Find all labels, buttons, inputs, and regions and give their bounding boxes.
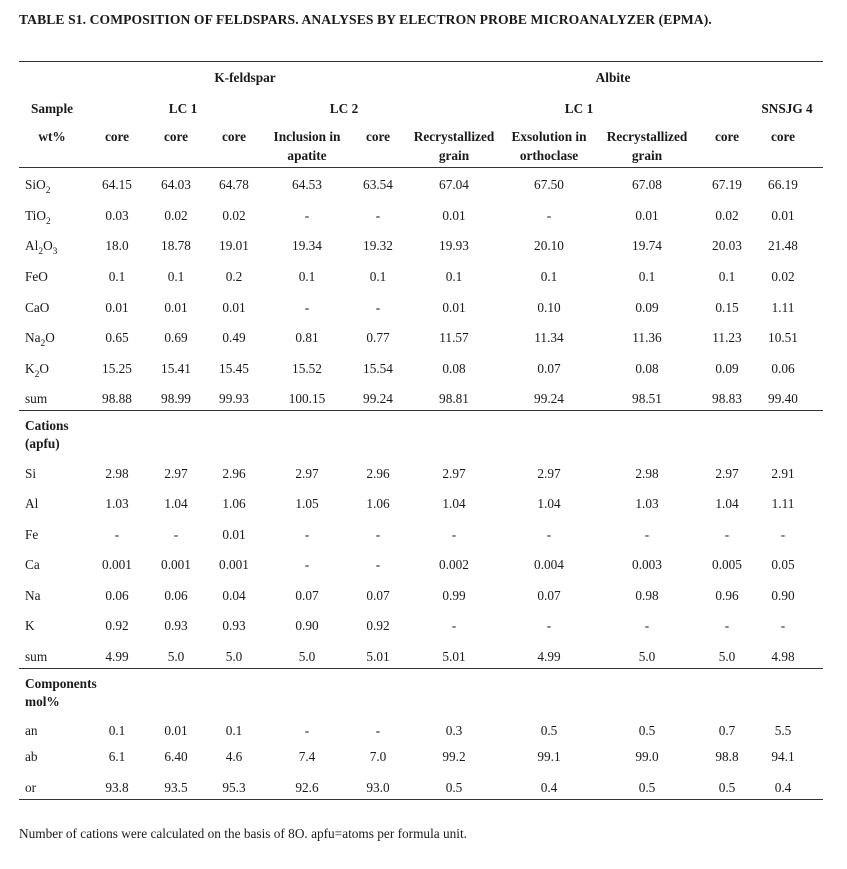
table-cell: - xyxy=(114,527,120,542)
table-cell: 0.004 xyxy=(534,557,564,572)
cation-label: Al xyxy=(25,496,39,511)
table-cell: 99.0 xyxy=(635,749,659,764)
header-rule xyxy=(19,167,823,168)
table-cell: 0.93 xyxy=(164,618,188,633)
table-cell: 0.001 xyxy=(102,557,132,572)
cations-section-line1: Cations xyxy=(25,418,69,433)
cation-label: K xyxy=(25,618,35,633)
table-cell: 0.01 xyxy=(771,208,795,223)
table-cell: 93.0 xyxy=(366,780,390,795)
oxide-label-subscript: 2 xyxy=(34,370,40,380)
table-cell: 2.97 xyxy=(715,466,739,481)
oxide-label xyxy=(25,208,51,226)
component-label: an xyxy=(25,723,38,738)
table-cell: 0.05 xyxy=(771,557,795,572)
table-cell: 15.52 xyxy=(292,361,322,376)
table-cell: 11.57 xyxy=(439,330,469,345)
table-cell: 5.0 xyxy=(225,649,243,664)
table-cell: 98.83 xyxy=(712,391,742,406)
table-cell: 0.5 xyxy=(638,723,656,738)
oxide-label-base2: O xyxy=(45,330,55,345)
table-cell: - xyxy=(780,527,786,542)
table-cell: 99.93 xyxy=(219,391,249,406)
table-cell: - xyxy=(304,723,310,738)
column-header-line2: apatite xyxy=(287,148,327,163)
column-header-line1: core xyxy=(221,129,247,144)
table-cell: 2.96 xyxy=(222,466,246,481)
table-cell: 5.0 xyxy=(638,649,656,664)
cation-label: Si xyxy=(25,466,37,481)
table-cell: 0.01 xyxy=(222,527,246,542)
table-cell: 1.11 xyxy=(771,496,795,511)
component-label: or xyxy=(25,780,37,795)
table-cell: 1.06 xyxy=(366,496,390,511)
table-cell: 0.1 xyxy=(298,269,316,284)
table-cell: 19.01 xyxy=(219,238,249,253)
table-cell: - xyxy=(451,527,457,542)
column-header xyxy=(105,129,129,145)
table-cell: 67.50 xyxy=(534,177,564,192)
table-cell: - xyxy=(451,618,457,633)
table-cell: 0.09 xyxy=(715,361,739,376)
table-cell: 2.96 xyxy=(366,466,390,481)
table-cell: 67.08 xyxy=(632,177,662,192)
table-cell: 0.01 xyxy=(164,723,188,738)
oxide-label-subscript2: 3 xyxy=(52,247,58,257)
column-header-line2: orthoclase xyxy=(519,148,579,163)
table-cell: 0.1 xyxy=(108,269,126,284)
oxide-label xyxy=(25,177,50,195)
column-header xyxy=(607,129,688,164)
table-cell: 2.97 xyxy=(537,466,561,481)
table-cell: 0.001 xyxy=(161,557,191,572)
table-cell: 21.48 xyxy=(768,238,798,253)
table-cell: - xyxy=(724,527,730,542)
table-cell: 5.01 xyxy=(366,649,390,664)
table-cell: 92.6 xyxy=(295,780,319,795)
component-label: ab xyxy=(25,749,38,764)
table-cell: 1.04 xyxy=(537,496,561,511)
table-cell: 11.36 xyxy=(632,330,662,345)
table-cell: 99.24 xyxy=(363,391,393,406)
table-cell: 0.02 xyxy=(715,208,739,223)
table-cell: 0.09 xyxy=(635,300,659,315)
oxide-label-base: TiO xyxy=(25,208,46,223)
table-cell: 4.6 xyxy=(225,749,243,764)
table-cell: 0.003 xyxy=(632,557,662,572)
sample-snsjg4: SNSJG 4 xyxy=(761,101,813,116)
table-cell: 0.90 xyxy=(771,588,795,603)
table-cell: 0.98 xyxy=(635,588,659,603)
table-cell: 0.1 xyxy=(225,723,243,738)
top-rule xyxy=(19,61,823,62)
column-header xyxy=(274,129,341,164)
table-cell: - xyxy=(375,208,381,223)
table-cell: 0.01 xyxy=(164,300,188,315)
oxide-label xyxy=(25,391,47,407)
table-cell: 0.1 xyxy=(369,269,387,284)
table-cell: 0.4 xyxy=(540,780,558,795)
table-cell: 0.01 xyxy=(442,208,466,223)
column-header xyxy=(715,129,739,145)
table-cell: 94.1 xyxy=(771,749,795,764)
table-cell: 0.65 xyxy=(105,330,129,345)
table-cell: 98.8 xyxy=(715,749,739,764)
units-label: wt% xyxy=(38,129,66,144)
table-cell: 5.01 xyxy=(442,649,466,664)
table-cell: 0.1 xyxy=(540,269,558,284)
table-cell: 99.1 xyxy=(537,749,561,764)
table-cell: - xyxy=(304,208,310,223)
table-cell: - xyxy=(724,618,730,633)
table-cell: 4.99 xyxy=(537,649,561,664)
table-title: TABLE S1. COMPOSITION OF FELDSPARS. ANALYSES BY ELECTRON PROBE MICROANALYZER (EPMA). xyxy=(19,12,712,27)
table-cell: 0.02 xyxy=(771,269,795,284)
table-cell: 0.5 xyxy=(445,780,463,795)
table-cell: - xyxy=(644,527,650,542)
table-cell: 0.69 xyxy=(164,330,188,345)
components-section-label xyxy=(25,675,97,711)
table-cell: 15.45 xyxy=(219,361,249,376)
table-cell: 0.005 xyxy=(712,557,742,572)
table-cell: 2.97 xyxy=(295,466,319,481)
oxide-label xyxy=(25,300,49,316)
sample-lc1-k: LC 1 xyxy=(168,101,198,116)
table-cell: 0.07 xyxy=(366,588,390,603)
table-cell: 5.0 xyxy=(298,649,316,664)
column-header-line1: core xyxy=(163,129,189,144)
oxide-label-base: Al xyxy=(25,238,39,253)
table-cell: 0.1 xyxy=(638,269,656,284)
table-cell: 11.34 xyxy=(534,330,564,345)
table-cell: 0.08 xyxy=(635,361,659,376)
column-header xyxy=(771,129,795,145)
table-cell: 1.11 xyxy=(771,300,795,315)
table-cell: 100.15 xyxy=(288,391,326,406)
table-cell: 5.0 xyxy=(718,649,736,664)
table-cell: 19.32 xyxy=(363,238,393,253)
table-cell: 0.5 xyxy=(540,723,558,738)
table-cell: 1.03 xyxy=(635,496,659,511)
table-cell: 98.88 xyxy=(102,391,132,406)
table-cell: - xyxy=(546,208,552,223)
table-cell: 2.98 xyxy=(635,466,659,481)
table-cell: 15.41 xyxy=(161,361,191,376)
table-cell: 64.53 xyxy=(292,177,322,192)
table-cell: 0.07 xyxy=(537,588,561,603)
table-cell: 99.40 xyxy=(768,391,798,406)
oxide-label-base2: O xyxy=(39,361,49,376)
table-cell: 0.10 xyxy=(537,300,561,315)
table-cell: 2.98 xyxy=(105,466,129,481)
table-cell: 20.10 xyxy=(534,238,564,253)
sample-lc1-ab: LC 1 xyxy=(564,101,594,116)
table-cell: 1.03 xyxy=(105,496,129,511)
column-header-line1: core xyxy=(714,129,740,144)
table-cell: 1.04 xyxy=(164,496,188,511)
table-cell: 0.06 xyxy=(105,588,129,603)
column-header-line1: Recrystallized xyxy=(413,129,495,144)
table-cell: 0.2 xyxy=(225,269,243,284)
bottom-rule xyxy=(19,799,823,800)
table-cell: - xyxy=(304,527,310,542)
table-cell: 1.04 xyxy=(442,496,466,511)
table-cell: 0.06 xyxy=(164,588,188,603)
table-cell: 19.34 xyxy=(292,238,322,253)
table-cell: 67.04 xyxy=(439,177,469,192)
oxide-label-subscript: 2 xyxy=(45,186,51,196)
table-cell: - xyxy=(375,557,381,572)
table-cell: 0.4 xyxy=(774,780,792,795)
table-cell: 0.81 xyxy=(295,330,319,345)
table-cell: 2.91 xyxy=(771,466,795,481)
table-cell: 0.5 xyxy=(718,780,736,795)
table-cell: - xyxy=(304,557,310,572)
footnote: Number of cations were calculated on the basis of 8O. apfu=atoms per formula unit. xyxy=(19,826,468,841)
table-cell: 0.04 xyxy=(222,588,246,603)
sample-label: Sample xyxy=(30,101,74,116)
table-cell: 67.19 xyxy=(712,177,742,192)
oxide-label-subscript: 2 xyxy=(40,339,46,349)
table-cell: 6.40 xyxy=(164,749,188,764)
oxide-label-base2: O xyxy=(43,238,53,253)
cations-rule xyxy=(19,410,823,411)
table-cell: - xyxy=(546,527,552,542)
table-cell: 0.90 xyxy=(295,618,319,633)
table-cell: 1.06 xyxy=(222,496,246,511)
table-cell: 95.3 xyxy=(222,780,246,795)
table-cell: 0.92 xyxy=(366,618,390,633)
column-header-line1: Recrystallized xyxy=(606,129,688,144)
table-cell: 1.05 xyxy=(295,496,319,511)
column-header-line1: core xyxy=(770,129,796,144)
oxide-label-base: FeO xyxy=(25,269,48,284)
table-cell: 0.001 xyxy=(219,557,249,572)
table-cell: 10.51 xyxy=(768,330,798,345)
table-cell: 93.8 xyxy=(105,780,129,795)
cations-section-line2: (apfu) xyxy=(25,436,60,451)
table-cell: 6.1 xyxy=(108,749,126,764)
table-cell: 93.5 xyxy=(164,780,188,795)
column-header-line1: Exsolution in xyxy=(511,129,587,144)
table-cell: 99.2 xyxy=(442,749,466,764)
table-cell: 0.5 xyxy=(638,780,656,795)
column-header xyxy=(414,129,495,164)
table-cell: 0.96 xyxy=(715,588,739,603)
table-cell: 7.0 xyxy=(369,749,387,764)
table-cell: 5.0 xyxy=(167,649,185,664)
table-cell: 0.07 xyxy=(537,361,561,376)
table-cell: 0.1 xyxy=(718,269,736,284)
oxide-label xyxy=(25,238,57,256)
column-header xyxy=(164,129,188,145)
table-cell: 99.24 xyxy=(534,391,564,406)
group-kfeldspar: K-feldspar xyxy=(214,70,276,85)
cation-label: Na xyxy=(25,588,41,603)
table-cell: 4.98 xyxy=(771,649,795,664)
table-cell: 18.78 xyxy=(161,238,191,253)
table-cell: 0.01 xyxy=(635,208,659,223)
column-header-line1: core xyxy=(365,129,391,144)
table-cell: 0.02 xyxy=(222,208,246,223)
cation-label: sum xyxy=(25,649,48,664)
table-cell: 0.1 xyxy=(167,269,185,284)
table-cell: 0.92 xyxy=(105,618,129,633)
column-header-line1: core xyxy=(104,129,130,144)
table-cell: - xyxy=(780,618,786,633)
table-cell: 4.99 xyxy=(105,649,129,664)
oxide-label-base: sum xyxy=(25,391,48,406)
table-cell: 0.15 xyxy=(715,300,739,315)
table-cell: 0.49 xyxy=(222,330,246,345)
oxide-label-subscript: 2 xyxy=(45,217,51,227)
table-cell: 98.51 xyxy=(632,391,662,406)
table-cell: 15.54 xyxy=(363,361,393,376)
table-cell: 66.19 xyxy=(768,177,798,192)
table-cell: 0.77 xyxy=(366,330,390,345)
table-cell: 1.04 xyxy=(715,496,739,511)
components-rule xyxy=(19,668,823,669)
oxide-label xyxy=(25,330,55,348)
sample-lc2: LC 2 xyxy=(329,101,359,116)
table-cell: 0.93 xyxy=(222,618,246,633)
table-cell: 64.03 xyxy=(161,177,191,192)
cation-label: Ca xyxy=(25,557,40,572)
table-cell: 0.07 xyxy=(295,588,319,603)
table-cell: 20.03 xyxy=(712,238,742,253)
table-cell: 0.03 xyxy=(105,208,129,223)
oxide-label-subscript: 2 xyxy=(38,247,44,257)
oxide-label-base: CaO xyxy=(25,300,50,315)
table-cell: 0.99 xyxy=(442,588,466,603)
table-cell: - xyxy=(375,723,381,738)
table-cell: - xyxy=(304,300,310,315)
column-header xyxy=(222,129,246,145)
table-cell: 0.002 xyxy=(439,557,469,572)
table-cell: 15.25 xyxy=(102,361,132,376)
table-cell: - xyxy=(375,527,381,542)
table-cell: 11.23 xyxy=(712,330,742,345)
table-cell: 18.0 xyxy=(105,238,129,253)
column-header-line1: Inclusion in xyxy=(273,129,341,144)
table-cell: 0.7 xyxy=(718,723,736,738)
table-cell: 0.06 xyxy=(771,361,795,376)
oxide-label-base: K xyxy=(25,361,35,376)
cations-section-label xyxy=(25,417,69,453)
column-header xyxy=(366,129,390,145)
table-cell: 98.81 xyxy=(439,391,469,406)
column-header-line2: grain xyxy=(438,148,470,163)
table-cell: 0.02 xyxy=(164,208,188,223)
table-cell: 19.93 xyxy=(439,238,469,253)
oxide-label-base: SiO xyxy=(25,177,46,192)
table-cell: 0.01 xyxy=(105,300,129,315)
table-cell: 0.08 xyxy=(442,361,466,376)
group-albite: Albite xyxy=(595,70,631,85)
table-cell: 63.54 xyxy=(363,177,393,192)
table-cell: 0.01 xyxy=(442,300,466,315)
table-cell: - xyxy=(546,618,552,633)
column-header xyxy=(511,129,586,164)
oxide-label xyxy=(25,269,48,285)
table-cell: 2.97 xyxy=(164,466,188,481)
table-cell: 19.74 xyxy=(632,238,662,253)
table-cell: 5.5 xyxy=(774,723,792,738)
oxide-label xyxy=(25,361,49,379)
column-header-line2: grain xyxy=(631,148,663,163)
table-cell: 0.1 xyxy=(445,269,463,284)
table-cell: 64.15 xyxy=(102,177,132,192)
table-cell: 98.99 xyxy=(161,391,191,406)
table-cell: 0.3 xyxy=(445,723,463,738)
table-cell: 2.97 xyxy=(442,466,466,481)
cation-label: Fe xyxy=(25,527,39,542)
table-cell: 0.01 xyxy=(222,300,246,315)
table-cell: - xyxy=(375,300,381,315)
table-cell: 64.78 xyxy=(219,177,249,192)
components-section-line2: mol% xyxy=(25,694,60,709)
table-cell: 0.1 xyxy=(108,723,126,738)
components-section-line1: Components xyxy=(25,676,97,691)
table-cell: 7.4 xyxy=(298,749,316,764)
table-cell: - xyxy=(644,618,650,633)
table-cell: - xyxy=(173,527,179,542)
oxide-label-base: Na xyxy=(25,330,41,345)
